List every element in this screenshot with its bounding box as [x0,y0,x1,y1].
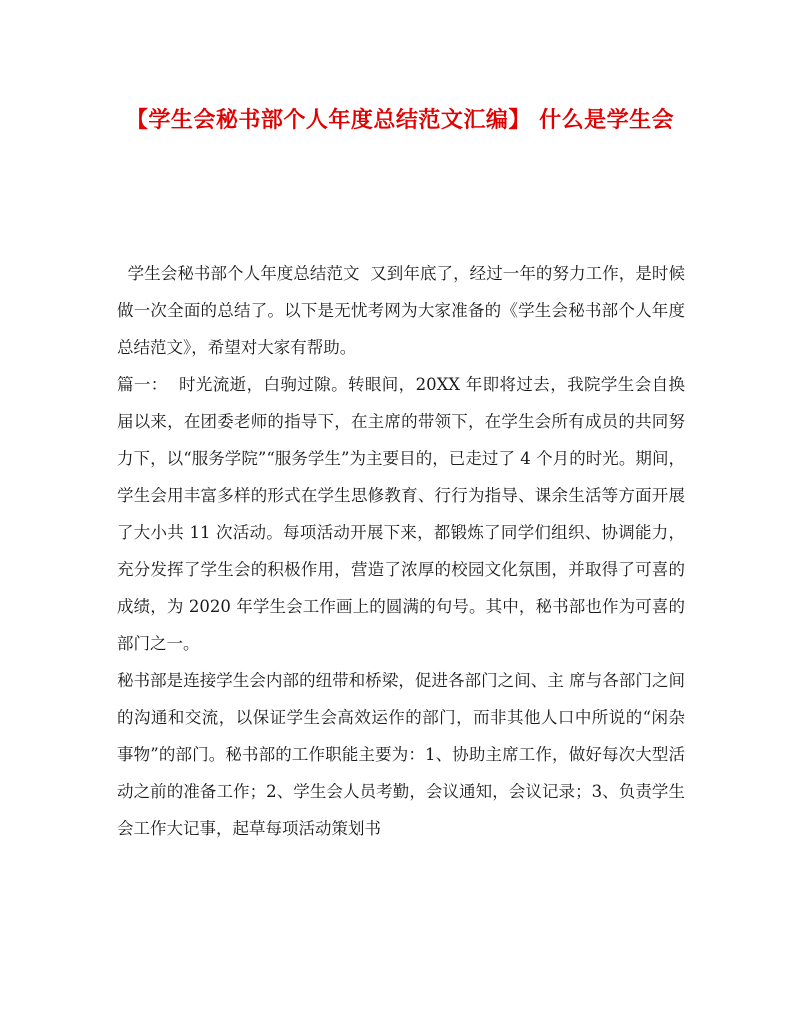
document-title: 【学生会秘书部个人年度总结范文汇编】 什么是学生会 [125,107,675,133]
paragraph-secretariat-duties: 秘书部是连接学生会内部的纽带和桥梁，促进各部门之间、主 席与各部门之间的沟通和交流，以保证学生会高效运作的部门，而非其他人口中所说的“闲杂事物”的部门。秘书部的工作职能主要为：1、协助主席工作，做好每次大型活动之前的准备工作；2、学生会人员考勤，会议通知，会议记录；3、负责学生会工作大记事，起草每项活动策划书 [117,671,685,838]
paragraph-part-one: 篇一： 时光流逝，白驹过隙。转眼间，20XX 年即将过去，我院学生会自换届以来，在团委老师的指导下，在主席的带领下，在学生会所有成员的共同努力下，以“服务学院”“服务学生”为主要目的，已走过了 4 个月的时光。期间，学生会用丰富多样的形式在学生思修教育、行行为指导、课余生活等方面开展了大小共 11 次活动。每项活动开展下来，都锻炼了同学们组织、协调能力，充分发挥了学生会的积极作用，营造了浓厚的校园文化氛围，并取得了可喜的成绩，为 2020 年学生会工作画上的圆满的句号。其中，秘书部也作为可喜的部门之一。 [117,375,685,653]
document-body [117,255,685,847]
paragraph-intro: 学生会秘书部个人年度总结范文 又到年底了，经过一年的努力工作，是时候做一次全面的总结了。以下是无忧考网为大家准备的《学生会秘书部个人年度总结范文》，希望对大家有帮助。 [117,264,685,357]
